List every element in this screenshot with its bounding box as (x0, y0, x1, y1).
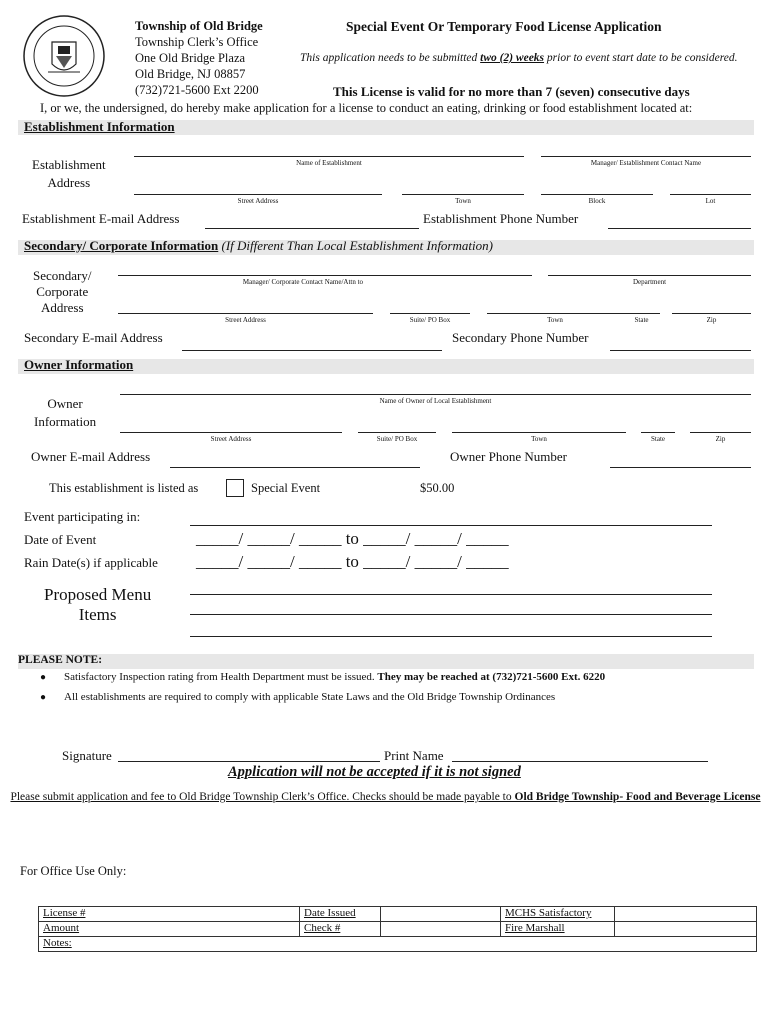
check-number-label: Check # (304, 922, 341, 934)
special-event-label: Special Event (251, 481, 321, 495)
fire-marshall-cell[interactable] (501, 922, 615, 937)
secondary-address-label (33, 268, 91, 316)
rain-date-field[interactable]: _____/ _____/ _____ to _____/ _____/ _____ (196, 552, 509, 571)
secondary-phone-label: Secondary Phone Number (452, 330, 589, 345)
license-number-cell[interactable] (39, 907, 300, 922)
submit-instructions (8, 790, 763, 805)
listing-fee: $50.00 (420, 481, 455, 495)
establishment-block-field[interactable] (541, 194, 653, 195)
owner-suite-field[interactable] (358, 432, 436, 433)
event-participating-field[interactable] (190, 525, 712, 526)
note-item-1-bold: They may be reached at (732)721-5600 Ext. 6220 (377, 671, 606, 683)
office-department: Township Clerk’s Office (135, 35, 259, 49)
establishment-town-field[interactable] (402, 194, 524, 195)
secondary-state-field[interactable] (623, 313, 660, 314)
label-line-1: Owner (47, 396, 83, 411)
declaration: I, or we, the undersigned, do hereby make application for a license to conduct an eating, drinking or food establishment located at: (40, 101, 693, 115)
caption: Street Address (237, 197, 279, 205)
label-line-1: Secondary/ (33, 268, 92, 283)
establishment-email-label: Establishment E-mail Address (22, 211, 180, 226)
label-line-2: Address (47, 175, 91, 190)
label-line-1: Proposed Menu (44, 585, 152, 604)
caption: Department (632, 278, 667, 286)
secondary-suite-field[interactable] (390, 313, 470, 314)
fire-marshall-label: Fire Marshall (505, 922, 565, 934)
caption: Name of Establishment (296, 159, 362, 167)
owner-information-label (34, 396, 96, 430)
establishment-email-field[interactable] (205, 228, 419, 229)
license-number-label: License # (43, 907, 86, 919)
owner-phone-field[interactable] (610, 467, 751, 468)
amount-label: Amount (43, 922, 80, 934)
event-participating-label: Event participating in: (24, 509, 141, 524)
caption: Town (547, 316, 563, 324)
bullet-icon: ● (40, 692, 47, 703)
print-name-label: Print Name (384, 748, 444, 763)
secondary-section-title (24, 238, 493, 254)
section-bar (18, 654, 754, 669)
mchs-value-cell[interactable] (615, 907, 757, 922)
owner-email-field[interactable] (170, 467, 420, 468)
signature-field[interactable] (118, 761, 380, 762)
caption: Name of Owner of Local Establishment (379, 397, 492, 405)
amount-cell[interactable] (39, 922, 300, 937)
secondary-title-note: (If Different Than Local Establishment Information) (218, 238, 493, 253)
label-line-2: Corporate (36, 284, 89, 299)
office-name: Township of Old Bridge (135, 19, 263, 33)
owner-town-field[interactable] (452, 432, 626, 433)
validity-note: This License is valid for no more than 7 (seven) consecutive days (333, 84, 690, 99)
event-date-label: Date of Event (24, 532, 97, 547)
label-line-1: Establishment (32, 157, 106, 172)
owner-phone-label: Owner Phone Number (450, 449, 567, 464)
owner-section-title: Owner Information (24, 357, 134, 372)
submit-text: Please submit application and fee to Old Bridge Township Clerk’s Office. Checks should be made payable to (10, 791, 515, 803)
form-title: Special Event Or Temporary Food License Application (346, 19, 662, 34)
establishment-manager-field[interactable] (541, 156, 751, 157)
notes-cell[interactable] (39, 937, 757, 952)
office-use-title: For Office Use Only: (20, 864, 127, 878)
fire-marshall-value-cell[interactable] (615, 922, 757, 937)
caption: State (651, 435, 665, 443)
check-value-cell[interactable] (381, 922, 501, 937)
proposed-menu-label (44, 585, 151, 625)
caption: Town (455, 197, 471, 205)
mchs-cell[interactable] (501, 907, 615, 922)
submit-payable: Old Bridge Township- Food and Beverage License (514, 791, 761, 803)
notes-label: Notes: (43, 937, 72, 949)
special-event-checkbox[interactable] (226, 479, 244, 497)
establishment-section-title: Establishment Information (24, 119, 175, 134)
submission-notice (300, 52, 738, 64)
note-title: PLEASE NOTE: (18, 654, 103, 666)
establishment-street-field[interactable] (134, 194, 382, 195)
office-street: One Old Bridge Plaza (135, 51, 246, 65)
label-line-2: Information (34, 414, 97, 429)
date-issued-value-cell[interactable] (381, 907, 501, 922)
signature-warning: Application will not be accepted if it is not signed (228, 764, 521, 780)
print-name-field[interactable] (452, 761, 708, 762)
office-use-table (38, 906, 757, 952)
owner-zip-field[interactable] (690, 432, 751, 433)
caption: Manager/ Establishment Contact Name (590, 159, 702, 167)
mchs-label: MCHS Satisfactory (505, 907, 592, 919)
rain-date-label: Rain Date(s) if applicable (24, 555, 158, 570)
event-date-field[interactable]: _____/ _____/ _____ to _____/ _____/ _____ (196, 529, 509, 548)
caption: Street Address (225, 316, 266, 324)
secondary-town-field[interactable] (487, 313, 623, 314)
secondary-zip-field[interactable] (672, 313, 751, 314)
menu-line-3[interactable] (190, 636, 712, 637)
township-seal (22, 14, 106, 98)
caption: State (634, 316, 649, 324)
bullet-icon: ● (40, 672, 47, 683)
note-item-1-text: Satisfactory Inspection rating from Health Department must be issued. (64, 671, 378, 683)
caption: Manager/ Corporate Contact Name/Attn to (242, 278, 364, 286)
establishment-phone-field[interactable] (608, 228, 751, 229)
notice-post: prior to event start date to be considered. (544, 52, 738, 64)
caption: Lot (705, 197, 716, 205)
date-issued-cell[interactable] (300, 907, 381, 922)
caption: Zip (715, 435, 726, 443)
notice-emphasis: two (2) weeks (480, 52, 545, 64)
caption: Town (531, 435, 547, 443)
secondary-phone-field[interactable] (610, 350, 751, 351)
secondary-title-text: Secondary/ Corporate Information (24, 238, 219, 253)
caption: Block (588, 197, 606, 205)
office-city: Old Bridge, NJ 08857 (135, 67, 246, 81)
signature-label: Signature (62, 748, 112, 763)
caption: Suite/ PO Box (376, 435, 418, 443)
owner-name-field[interactable] (120, 394, 751, 395)
office-phone: (732)721-5600 Ext 2200 (135, 83, 259, 97)
owner-street-field[interactable] (120, 432, 342, 433)
menu-line-1[interactable] (190, 594, 712, 595)
caption: Street Address (210, 435, 252, 443)
secondary-email-field[interactable] (182, 350, 442, 351)
establishment-phone-label: Establishment Phone Number (423, 211, 579, 226)
owner-state-field[interactable] (641, 432, 675, 433)
note-item-1 (64, 671, 605, 683)
notice-pre: This application needs to be submitted (300, 52, 481, 64)
establishment-lot-field[interactable] (670, 194, 751, 195)
note-item-2: All establishments are required to comply with applicable State Laws and the Old Bridge Township Ordinances (64, 691, 556, 703)
menu-line-2[interactable] (190, 614, 712, 615)
secondary-email-label: Secondary E-mail Address (24, 330, 163, 345)
secondary-contact-field[interactable] (118, 275, 532, 276)
secondary-department-field[interactable] (548, 275, 751, 276)
owner-email-label: Owner E-mail Address (31, 449, 151, 464)
establishment-name-field[interactable] (134, 156, 524, 157)
establishment-address-label (32, 157, 106, 191)
check-number-cell[interactable] (300, 922, 381, 937)
label-line-3: Address (40, 300, 84, 315)
caption: Suite/ PO Box (409, 316, 451, 324)
label-line-2: Items (78, 605, 117, 624)
listing-prefix: This establishment is listed as (49, 481, 199, 495)
secondary-street-field[interactable] (118, 313, 373, 314)
caption: Zip (706, 316, 717, 324)
date-issued-label: Date Issued (304, 907, 356, 919)
